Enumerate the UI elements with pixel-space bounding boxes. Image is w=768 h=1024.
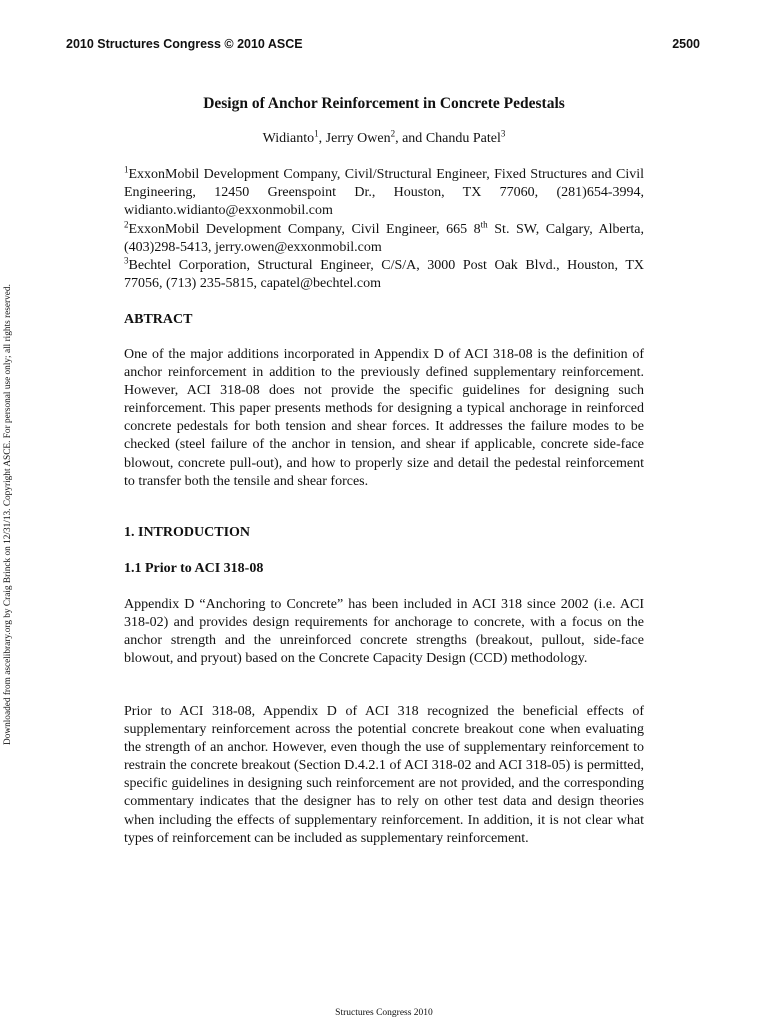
affiliation-text: St. SW, Calgary, Alberta, (403)298-5413, jerry.owen@exxonmobil.com: [124, 222, 644, 255]
paper-title: Design of Anchor Reinforcement in Concrete Pedestals: [203, 95, 565, 112]
affiliation-sup: 2: [124, 219, 129, 230]
abstract-paragraph: One of the major additions incorporated in Appendix D of ACI 318-08 is the definition of anchor reinforcement in addition to the previously defined supplementary reinforcement. However, ACI 318-08 does not provide the specific guidelines for designing such reinforcement. This paper presents methods for designing a typical anchorage in reinforced concrete pedestals for both tension and shear forces. It addresses the failure modes to be checked (steel failure of the anchor in tension, and shear if applicable, concrete side-face blowout, concrete pull-out), and how to properly size and detail the pedestal reinforcement to transfer both the tensile and shear forces.: [124, 347, 644, 489]
author-sup: 1: [314, 128, 319, 139]
author-name: Widianto: [262, 131, 315, 146]
affiliation-2: [124, 221, 644, 257]
intro-paragraph-1: Appendix D “Anchoring to Concrete” has been included in ACI 318 since 2002 (i.e. ACI 318-02) and provides design requirements for anchorage to concrete, with a focus on the anchor strength and the unreinforced concrete strengths (breakout, pullout, side-face blowout, and pryout) based on the Concrete Capacity Design (CCD) methodology.: [124, 597, 644, 667]
affiliation-sup: 1: [124, 164, 129, 175]
ordinal-sup: th: [480, 219, 488, 230]
download-notice: Downloaded from ascelibrary.org by Craig Brinck on 12/31/13. Copyright ASCE. For personal use only; all rights reserved.: [3, 284, 13, 745]
author-sup: 2: [390, 128, 396, 139]
page-header: [66, 37, 700, 51]
subsection-heading: 1.1 Prior to ACI 318-08: [124, 561, 264, 576]
author-line: [0, 128, 768, 147]
author-sep: ,: [318, 131, 326, 146]
section-heading: 1. INTRODUCTION: [124, 525, 251, 540]
affiliation-3: [124, 257, 644, 293]
author-sep: , and: [395, 131, 426, 146]
affiliation-1: [124, 166, 644, 220]
intro-paragraph-2: Prior to ACI 318-08, Appendix D of ACI 318 recognized the beneficial effects of supplementary reinforcement across the potential concrete breakout cone when evaluating the strength of an anchor. However, even though the use of supplementary reinforcement to restrain the concrete breakout (Section D.4.2.1 of ACI 318-02 and ACI 318-05) is permitted, specific guidelines in designing such reinforcement are not provided, and the corresponding commentary indicates that the designer has to rely on other test data and design theories when including the effects of supplementary reinforcement. In addition, it is not clear what types of reinforcement can be included as supplementary reinforcement.: [124, 704, 644, 846]
header-page-number: 2500: [672, 37, 700, 51]
author-name: Chandu Patel: [425, 131, 501, 146]
author-sup: 3: [500, 128, 506, 139]
page-footer: Structures Congress 2010: [335, 1008, 433, 1018]
affiliation-text: ExxonMobil Development Company, Civil/Structural Engineer, Fixed Structures and Civil Engineering, 12450 Greenspoint Dr., Houston, TX 77060, (281)654-3994, widianto.widianto@exxonmobil.com: [124, 167, 644, 218]
author-name: Jerry Owen: [325, 131, 391, 146]
header-conference: 2010 Structures Congress © 2010 ASCE: [66, 37, 303, 51]
abstract-heading: ABTRACT: [124, 312, 193, 327]
affiliation-sup: 3: [124, 255, 129, 266]
affiliation-text: ExxonMobil Development Company, Civil Engineer, 665 8: [128, 222, 481, 237]
affiliation-text: Bechtel Corporation, Structural Engineer, C/S/A, 3000 Post Oak Blvd., Houston, TX 77056, (713) 235-5815, capatel@bechtel.com: [124, 258, 644, 291]
